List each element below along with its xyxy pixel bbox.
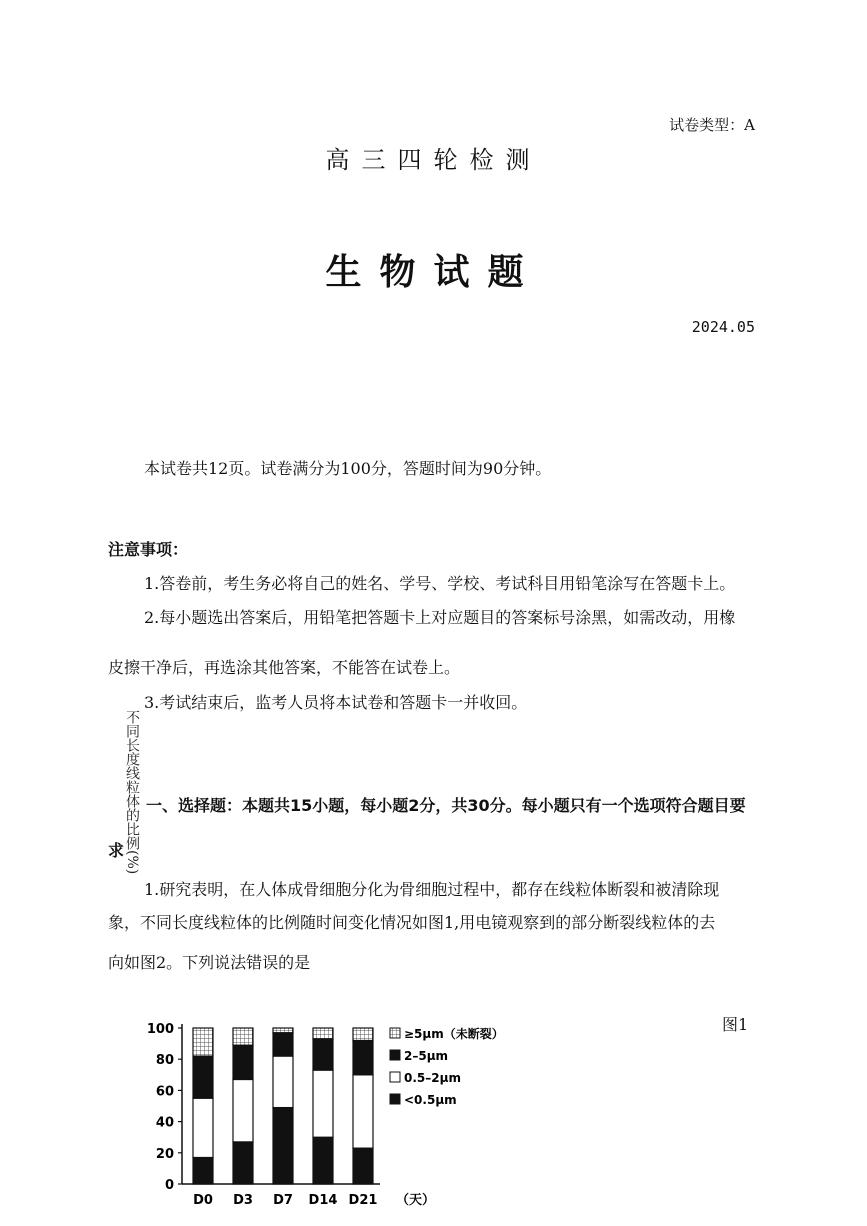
question-1-line-3: 向如图2。下列说法错误的是 xyxy=(108,953,311,972)
bar-segment xyxy=(353,1148,373,1184)
figure-label: 图1 xyxy=(722,1015,749,1034)
bar-segment xyxy=(233,1028,253,1045)
legend-swatch xyxy=(390,1028,400,1038)
bar-segment xyxy=(193,1098,213,1157)
legend-swatch xyxy=(390,1072,400,1082)
bar-segment xyxy=(193,1028,213,1056)
bar-segment xyxy=(273,1108,293,1184)
bar-segment xyxy=(313,1028,333,1039)
bar-segment xyxy=(353,1040,373,1074)
bar-segment xyxy=(353,1075,373,1148)
x-tick-label: D0 xyxy=(193,1193,213,1208)
y-axis-label-vertical: 不同长度线粒体的比例(%) xyxy=(124,710,140,875)
bar-segment xyxy=(353,1028,373,1040)
question-1-line-1: 1.研究表明，在人体成骨细胞分化为骨细胞过程中，都存在线粒体断裂和被清除现 xyxy=(144,880,720,899)
exam-name: 高三四轮检测 xyxy=(325,146,542,174)
legend-label: ≥5μm（未断裂） xyxy=(404,1027,504,1041)
legend-swatch xyxy=(390,1094,400,1104)
paper-type: 试卷类型：A xyxy=(669,116,755,134)
notice-heading: 注意事项： xyxy=(108,540,189,559)
notice-item-3: 3.考试结束后，监考人员将本试卷和答题卡一并收回。 xyxy=(144,693,528,712)
notice-item-2-cont: 皮擦干净后，再选涂其他答案，不能答在试卷上。 xyxy=(108,658,461,677)
x-tick-label: D21 xyxy=(348,1193,378,1208)
section-heading: 一、选择题：本题共15小题，每小题2分，共30分。每小题只有一个选项符合题目要 xyxy=(146,796,746,815)
x-tick-label: D3 xyxy=(233,1193,253,1208)
bar-segment xyxy=(273,1028,293,1033)
bar-segment xyxy=(233,1045,253,1079)
section-heading-cont: 求 xyxy=(108,841,125,860)
y-tick-label: 80 xyxy=(155,1053,174,1069)
y-tick-label: 100 xyxy=(146,1022,174,1037)
bar-segment xyxy=(273,1056,293,1107)
stacked-bar-chart xyxy=(140,1010,560,1220)
notice-item-2: 2.每小题选出答案后，用铅笔把答题卡上对应题目的答案标号涂黑，如需改动，用橡 xyxy=(144,608,736,627)
exam-date: 2024.05 xyxy=(691,318,755,336)
y-tick-label: 0 xyxy=(164,1178,174,1193)
bar-segment xyxy=(313,1039,333,1070)
bar-segment xyxy=(273,1033,293,1056)
legend-label: <0.5μm xyxy=(404,1093,457,1107)
x-axis-unit: （天） xyxy=(396,1193,436,1208)
x-tick-label: D14 xyxy=(308,1193,338,1208)
legend-label: 2–5μm xyxy=(404,1049,449,1063)
x-tick-label: D7 xyxy=(273,1193,293,1208)
bar-segment xyxy=(233,1142,253,1184)
bar-segment xyxy=(233,1079,253,1141)
y-tick-label: 40 xyxy=(155,1115,174,1131)
intro-text: 本试卷共12页。试卷满分为100分，答题时间为90分钟。 xyxy=(144,459,552,478)
question-1-line-2: 象，不同长度线粒体的比例随时间变化情况如图1,用电镜观察到的部分断裂线粒体的去 xyxy=(108,913,716,932)
bar-segment xyxy=(313,1137,333,1184)
y-tick-label: 20 xyxy=(155,1146,174,1162)
legend-label: 0.5–2μm xyxy=(404,1071,461,1085)
subject-title: 生物试题 xyxy=(325,251,542,293)
bar-segment xyxy=(193,1157,213,1184)
bar-segment xyxy=(313,1070,333,1137)
y-tick-label: 60 xyxy=(155,1084,174,1100)
bar-segment xyxy=(193,1056,213,1098)
notice-item-1: 1.答卷前，考生务必将自己的姓名、学号、学校、考试科目用铅笔涂写在答题卡上。 xyxy=(144,574,736,593)
legend-swatch xyxy=(390,1050,400,1060)
